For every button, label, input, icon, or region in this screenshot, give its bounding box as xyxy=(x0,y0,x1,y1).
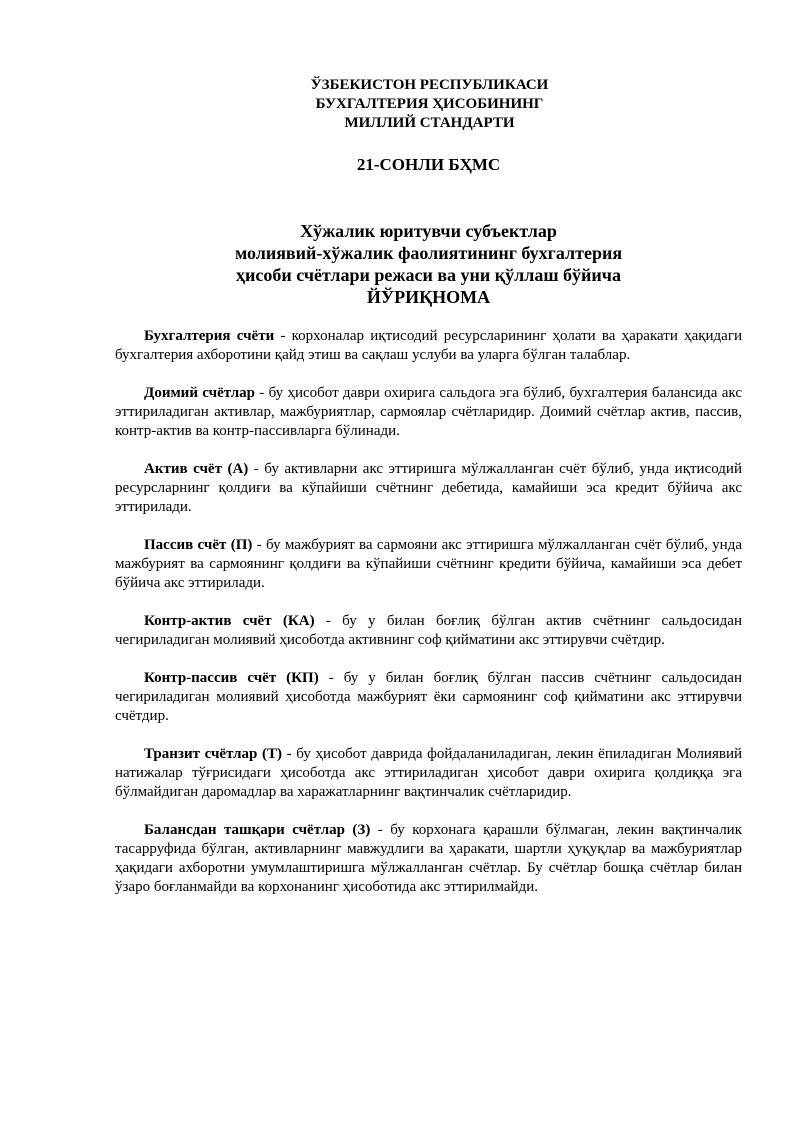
definition-text: - бу ҳисобот даври охирига сальдога эга бўлиб, бухгалтерия балансида акс эттириладиган активлар, мажбуриятлар, сармоялар счётларидир. Доимий счётлар актив, пассив, контр-актив ва контр-пассивларга бўлинади. xyxy=(115,385,742,439)
definition-paragraph xyxy=(115,821,742,897)
title-line-4: ЙЎРИҚНОМА xyxy=(366,287,491,307)
definitions-list xyxy=(115,327,742,897)
definition-term: Контр-пассив счёт (КП) xyxy=(144,670,319,686)
definition-paragraph xyxy=(115,536,742,593)
definition-term: Пассив счёт (П) xyxy=(144,537,253,553)
header-line-standard: МИЛЛИЙ СТАНДАРТИ xyxy=(344,115,515,131)
definition-term: Балансдан ташқари счётлар (З) xyxy=(144,822,371,838)
definition-paragraph xyxy=(115,669,742,726)
title-line-1: Хўжалик юритувчи субъектлар xyxy=(300,221,557,241)
definition-text: - бу корхонага қарашли бўлмаган, лекин вақтинчалик тасарруфида бўлган, активларнинг мавжудлиги ва ҳаракати, шартли ҳуқуқлар ва мажбуриятлар ҳақидаги ахборотни умумлаштиришга мўлжалланган счётлар. Бу счётлар бошқа счётлар билан ўзаро боғланмайди ва корхонанинг ҳисоботида акс эттирилмайди. xyxy=(115,822,742,895)
definition-term: Транзит счётлар (Т) xyxy=(144,746,282,762)
definition-term: Бухгалтерия счёти xyxy=(144,328,275,344)
header-line-country: ЎЗБЕКИСТОН РЕСПУБЛИКАСИ xyxy=(310,77,549,93)
definition-term: Доимий счётлар xyxy=(144,385,255,401)
document-title xyxy=(115,220,742,308)
definition-paragraph xyxy=(115,384,742,441)
definition-text: - корхоналар иқтисодий ресурсларининг ҳолати ва ҳаракати ҳақидаги бухгалтерия ахборотини қайд этиш ва сақлаш услуби ва уларга бўлган талаблар. xyxy=(115,328,743,363)
standard-number: 21-СОНЛИ БҲМС xyxy=(356,155,501,174)
definition-text: - бу у билан боғлиқ бўлган актив счётнинг сальдосидан чегириладиган молиявий ҳисоботда активнинг соф қийматини акс эттирувчи счётдир. xyxy=(115,613,742,648)
document-header xyxy=(117,0,742,133)
definition-term: Контр-актив счёт (КА) xyxy=(144,613,315,629)
definition-paragraph xyxy=(115,460,742,517)
title-line-3: ҳисоби счётлари режаси ва уни қўллаш бўйича xyxy=(236,265,621,285)
definition-paragraph xyxy=(115,745,742,802)
definition-term: Актив счёт (А) xyxy=(144,461,249,477)
definition-text: - бу ҳисобот даврида фойдаланиладиган, лекин ёпиладиган Молиявий натижалар тўғрисидаги ҳисоботда акс эттириладиган ҳисобот даври охирига қолдиққа эга бўлмайдиган даромадлар ва харажатларнинг вақтинчалик счётларидир. xyxy=(115,746,742,800)
header-line-accounting: БУХГАЛТЕРИЯ ҲИСОБИНИНГ xyxy=(315,96,544,112)
definition-paragraph xyxy=(115,612,742,650)
definition-paragraph xyxy=(115,327,742,365)
definition-text: - бу активларни акс эттиришга мўлжалланган счёт бўлиб, унда иқтисодий ресурсларнинг қолдиғи ва кўпайиши счётнинг дебетида, камайиши эса кредит бўйича акс эттирилади. xyxy=(115,461,742,515)
definition-text: - бу у билан боғлиқ бўлган пассив счётнинг сальдосидан чегириладиган молиявий ҳисоботда мажбурият ёки сармоянинг соф қийматини акс эттирувчи счётдир. xyxy=(115,670,742,724)
definition-text: - бу мажбурият ва сармояни акс эттиришга мўлжалланган счёт бўлиб, унда мажбурият ва сармоянинг қолдиғи ва кўпайиши счётнинг кредити бўйича, камайиши эса дебет бўйича акс эттирилади. xyxy=(115,537,742,591)
title-line-2: молиявий-хўжалик фаолиятининг бухгалтерия xyxy=(234,243,623,263)
